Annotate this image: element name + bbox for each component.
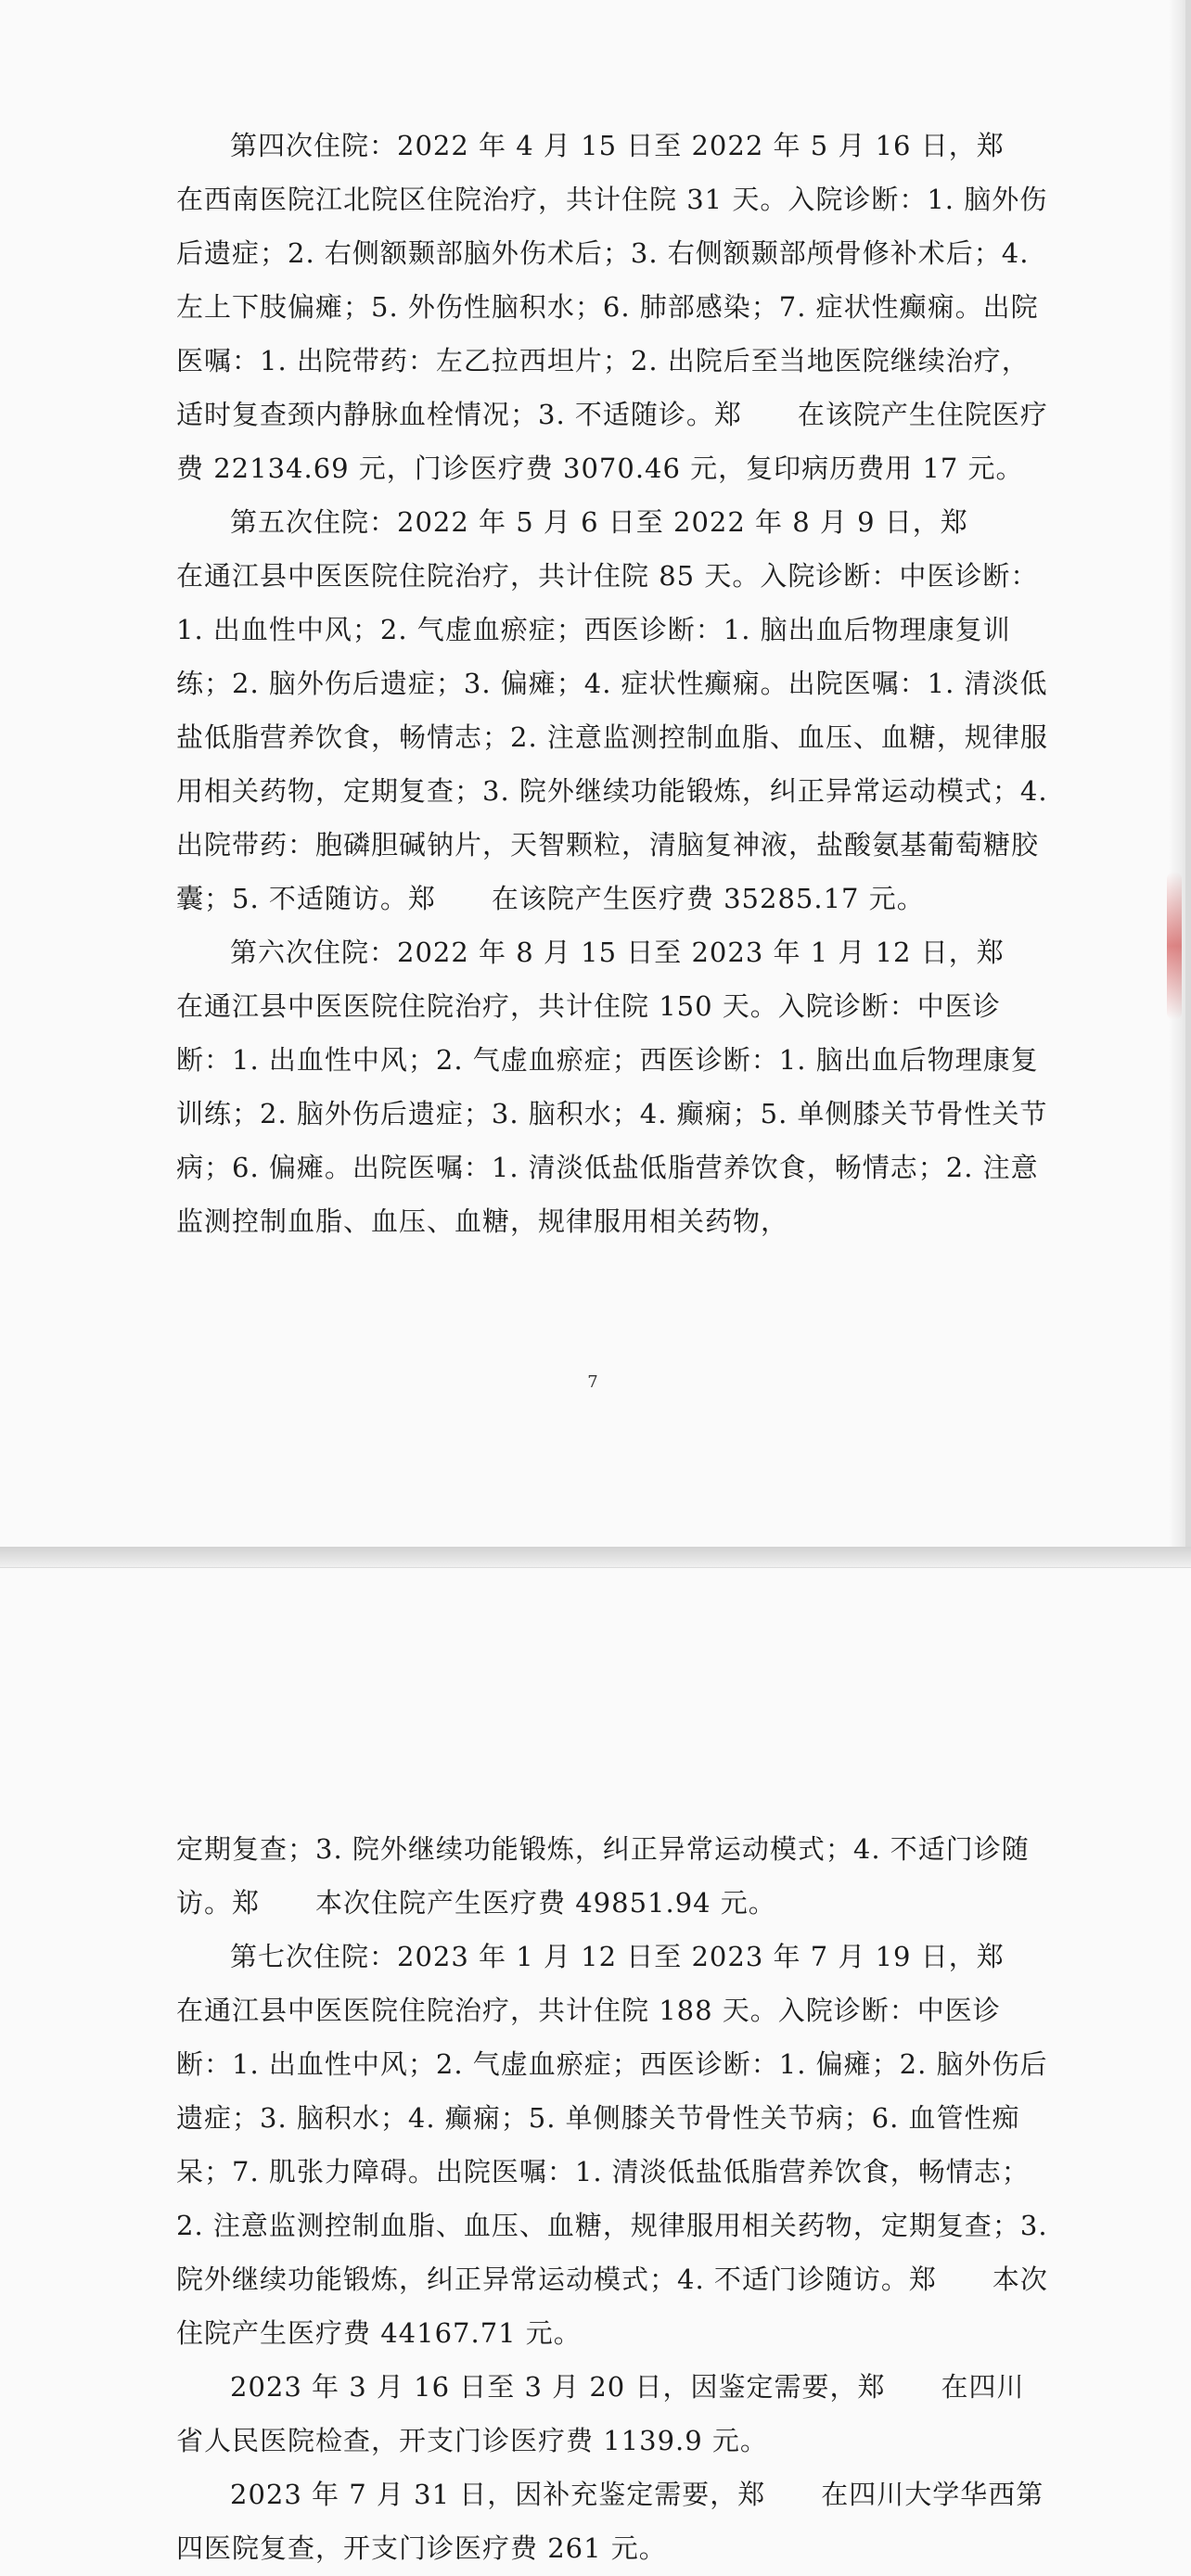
paragraph-fifth-hospitalization: 第五次住院：2022 年 5 月 6 日至 2022 年 8 月 9 日，郑 在通江县中医医院住院治疗，共计住院 85 天。入院诊断：中医诊断：1. 出血性中风；2. 气虚血瘀症；西医诊断：1. 脑出血后物理康复训练；2. 脑外伤后遗症；3. 偏瘫；4. 症状性癫痫。出院医嘱：1. 清淡低盐低脂营养饮食，畅情志；2. 注意监测控制血脂、血压、血糖，规律服用相关药物，定期复查；3. 院外继续功能锻炼，纠正异常运动模式；4. 出院带药：胞磷胆碱钠片，天智颗粒，清脑复神液，盐酸氨基葡萄糖胶囊；5. 不适随访。郑 在该院产生医疗费 35285.17 元。	[176, 506, 1048, 914]
paragraph-sixth-hospitalization: 第六次住院：2022 年 8 月 15 日至 2023 年 1 月 12 日，郑 在通江县中医医院住院治疗，共计住院 150 天。入院诊断：中医诊断：1. 出血性中风；2. 气虚血瘀症；西医诊断：1. 脑出血后物理康复训练；2. 脑外伤后遗症；3. 脑积水；4. 癫痫；5. 单侧膝关节骨性关节病；6. 偏瘫。出院医嘱：1. 清淡低盐低脂营养饮食，畅情志；2. 注意监测控制血脂、血压、血糖，规律服用相关药物，	[176, 937, 1060, 1237]
page-7-body	[176, 119, 1060, 1248]
paragraph-sixth-hospitalization-continued: 定期复查；3. 院外继续功能锻炼，纠正异常运动模式；4. 不适门诊随访。郑 本次住院产生医疗费 49851.94 元。	[176, 1833, 1030, 1919]
page-8-body	[176, 1822, 1060, 2575]
page-separator	[0, 1547, 1191, 1567]
paragraph-seventh-hospitalization: 第七次住院：2023 年 1 月 12 日至 2023 年 7 月 19 日，郑 在通江县中医医院住院治疗，共计住院 188 天。入院诊断：中医诊断：1. 出血性中风；2. 气虚血瘀症；西医诊断：1. 偏瘫；2. 脑外伤后遗症；3. 脑积水；4. 癫痫；5. 单侧膝关节骨性关节病；6. 血管性痴呆；7. 肌张力障碍。出院医嘱：1. 清淡低盐低脂营养饮食，畅情志；2. 注意监测控制血脂、血压、血糖，规律服用相关药物，定期复查；3. 院外继续功能锻炼，纠正异常运动模式；4. 不适门诊随访。郑 本次住院产生医疗费 44167.71 元。	[176, 1941, 1060, 2349]
page-edge-shadow	[1169, 0, 1185, 1547]
paragraph-fourth-hospitalization: 第四次住院：2022 年 4 月 15 日至 2022 年 5 月 16 日，郑 在西南医院江北院区住院治疗，共计住院 31 天。入院诊断：1. 脑外伤后遗症；2. 右侧额颞部脑外伤术后；3. 右侧额颞部颅骨修补术后；4. 左上下肢偏瘫；5. 外伤性脑积水；6. 肺部感染；7. 症状性癫痫。出院医嘱：1. 出院带药：左乙拉西坦片；2. 出院后至当地医院继续治疗，适时复查颈内静脉血栓情况；3. 不适随诊。郑 在该院产生住院医疗费 22134.69 元，门诊医疗费 3070.46 元，复印病历费用 17 元。	[176, 130, 1060, 484]
page-number: 7	[587, 1372, 598, 1392]
seal-stamp-edge	[1167, 872, 1182, 1020]
document-page-8	[0, 1567, 1191, 2576]
paragraph-west-china-fourth-hospital-exam: 2023 年 7 月 31 日，因补充鉴定需要，郑 在四川大学华西第四医院复查，开支门诊医疗费 261 元。	[176, 2479, 1044, 2564]
paragraph-sichuan-provincial-exam: 2023 年 3 月 16 日至 3 月 20 日，因鉴定需要，郑 在四川省人民医院检查，开支门诊医疗费 1139.9 元。	[176, 2371, 1025, 2456]
